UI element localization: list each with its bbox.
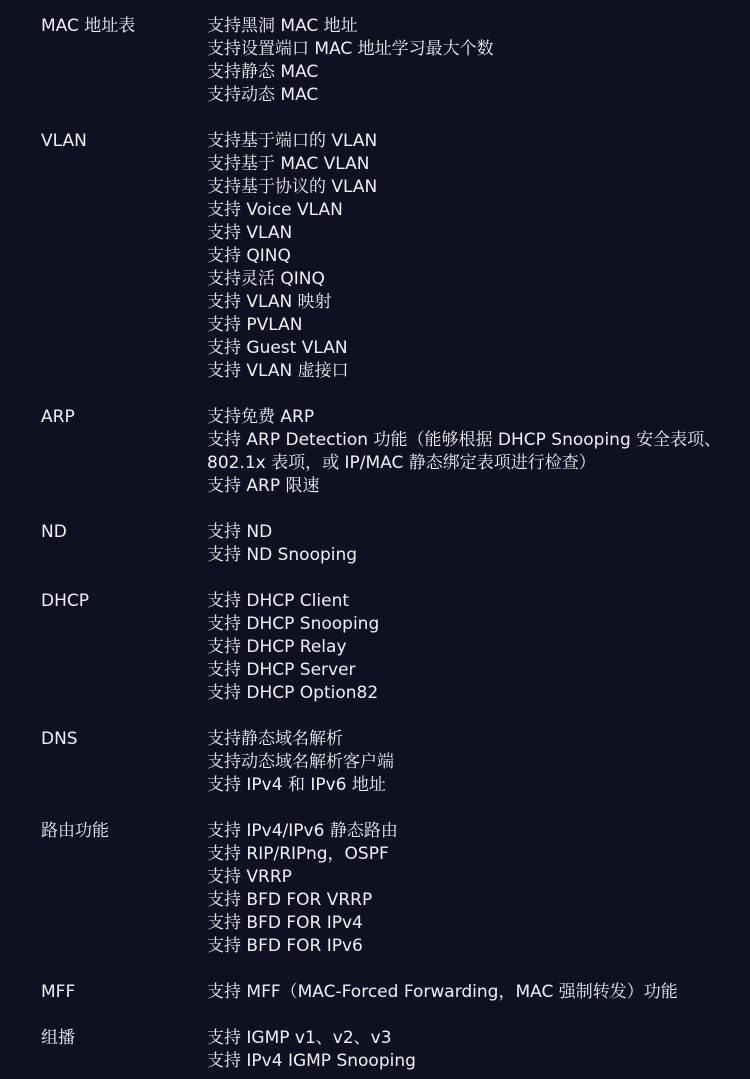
feature-item: 支持静态 MAC <box>207 62 319 82</box>
feature-item: 支持 IPv4 和 IPv6 地址 <box>207 775 386 795</box>
section-label: VLAN <box>41 131 87 151</box>
section-label: DNS <box>41 729 78 749</box>
feature-item: 支持动态域名解析客户端 <box>207 752 394 772</box>
feature-item: 支持 ND Snooping <box>207 545 358 565</box>
feature-item: 支持基于 MAC VLAN <box>207 154 370 174</box>
feature-item: 支持免费 ARP <box>207 407 315 427</box>
feature-list <box>207 590 737 705</box>
section-label: DHCP <box>41 591 89 611</box>
feature-item: 支持 VLAN <box>207 223 293 243</box>
feature-item: 支持 RIP/RIPng，OSPF <box>207 844 389 864</box>
feature-item: 支持 DHCP Option82 <box>207 683 379 703</box>
feature-item: 支持 BFD FOR IPv6 <box>207 936 363 956</box>
feature-item: 支持 Guest VLAN <box>207 338 348 358</box>
feature-item: 支持 Voice VLAN <box>207 200 343 220</box>
feature-item: 支持基于协议的 VLAN <box>207 177 378 197</box>
feature-item: 支持 VRRP <box>207 867 292 887</box>
feature-item: 支持静态域名解析 <box>207 729 343 749</box>
feature-item: 支持 IPv4 IGMP Snooping <box>207 1051 416 1071</box>
section-label: ARP <box>41 407 75 427</box>
feature-item: 支持 VLAN 虚接口 <box>207 361 349 381</box>
feature-item: 支持基于端口的 VLAN <box>207 131 378 151</box>
feature-list <box>207 15 737 107</box>
feature-item: 支持 IPv4/IPv6 静态路由 <box>207 821 398 841</box>
section-label: 路由功能 <box>41 821 109 841</box>
feature-item: 支持设置端口 MAC 地址学习最大个数 <box>207 39 494 59</box>
feature-item: 802.1x 表项，或 IP/MAC 静态绑定表项进行检查） <box>207 453 596 473</box>
feature-item: 支持 DHCP Client <box>207 591 350 611</box>
feature-item: 支持 VLAN 映射 <box>207 292 332 312</box>
feature-item: 支持 ARP Detection 功能（能够根据 DHCP Snooping 安全表项、 <box>207 430 722 450</box>
feature-item: 支持 ND <box>207 522 273 542</box>
feature-item: 支持 BFD FOR VRRP <box>207 890 373 910</box>
feature-item: 支持 PVLAN <box>207 315 303 335</box>
feature-list <box>207 728 737 797</box>
section-label: ND <box>41 522 67 542</box>
feature-item: 支持 QINQ <box>207 246 291 266</box>
feature-list <box>207 981 737 1004</box>
section-label: MFF <box>41 982 76 1002</box>
feature-item: 支持 DHCP Relay <box>207 637 347 657</box>
feature-list <box>207 406 737 498</box>
feature-item: 支持黑洞 MAC 地址 <box>207 16 358 36</box>
feature-item: 支持 ARP 限速 <box>207 476 320 496</box>
feature-item: 支持 DHCP Snooping <box>207 614 380 634</box>
feature-list <box>207 130 737 383</box>
feature-list <box>207 820 737 958</box>
section-label: 组播 <box>41 1028 75 1048</box>
feature-list <box>207 521 737 567</box>
feature-item: 支持 DHCP Server <box>207 660 356 680</box>
feature-item: 支持 BFD FOR IPv4 <box>207 913 363 933</box>
feature-item: 支持 IGMP v1、v2、v3 <box>207 1028 392 1048</box>
feature-item: 支持 MFF（MAC-Forced Forwarding，MAC 强制转发）功能 <box>207 982 678 1002</box>
section-label: MAC 地址表 <box>41 16 136 36</box>
feature-list <box>207 1027 737 1073</box>
feature-item: 支持动态 MAC <box>207 85 319 105</box>
feature-item: 支持灵活 QINQ <box>207 269 325 289</box>
